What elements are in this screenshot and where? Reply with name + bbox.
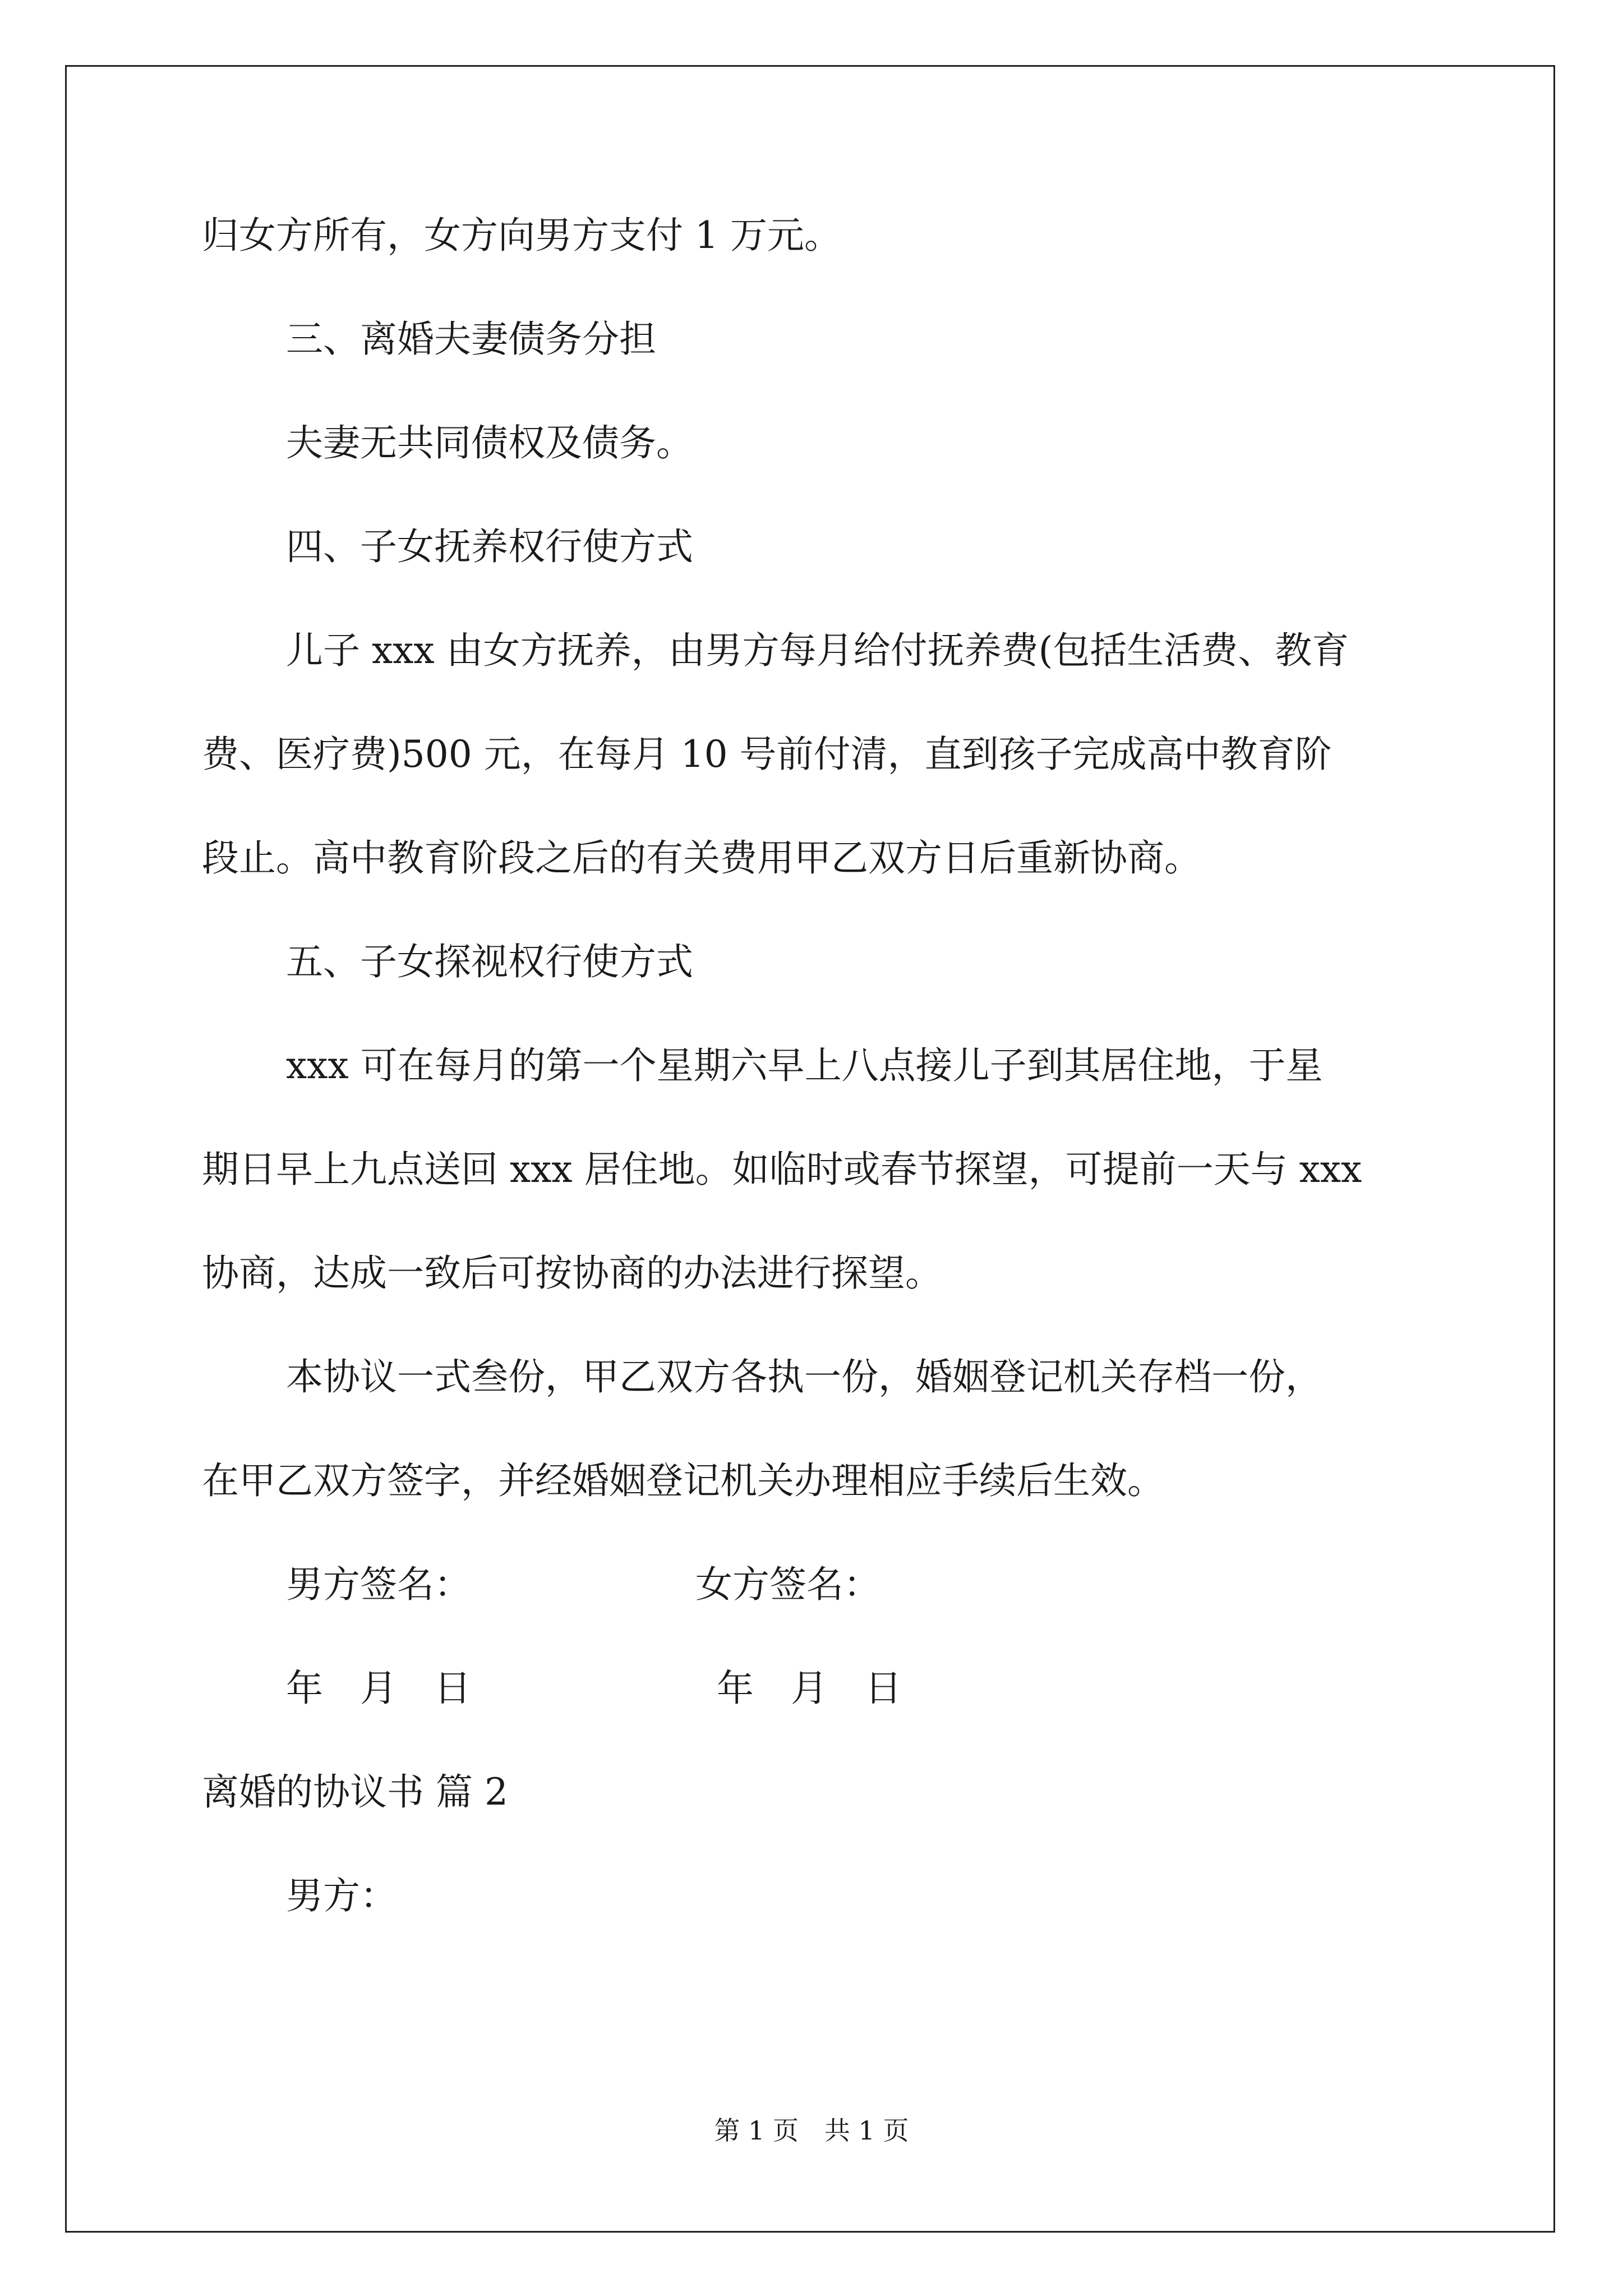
female-date-label: 年 月 日 [717, 1667, 902, 1710]
paragraph-line: 夫妻无共同债权及债务。 [286, 421, 693, 464]
paragraph-line: 协商，达成一致后可按协商的办法进行探望。 [202, 1251, 942, 1295]
paragraph-line: 期日早上九点送回 xxx 居住地。如临时或春节探望，可提前一天与 xxx [202, 1148, 1362, 1191]
paragraph-line: 在甲乙双方签字，并经婚姻登记机关办理相应手续后生效。 [202, 1459, 1164, 1502]
section-heading-debts: 三、离婚夫妻债务分担 [286, 318, 656, 361]
section-heading-visitation: 五、子女探视权行使方式 [286, 940, 693, 983]
paragraph-line: xxx 可在每月的第一个星期六早上八点接儿子到其居住地，于星 [286, 1044, 1323, 1087]
female-signature-label: 女方签名： [695, 1563, 880, 1606]
page-footer: 第 1 页 共 1 页 [714, 2115, 909, 2146]
section-title: 离婚的协议书 篇 2 [202, 1770, 508, 1814]
paragraph-line: 本协议一式叁份，甲乙双方各执一份，婚姻登记机关存档一份， [286, 1355, 1322, 1398]
paragraph-line: 费、医疗费)500 元，在每月 10 号前付清，直到孩子完成高中教育阶 [202, 733, 1332, 776]
male-party-label: 男方： [286, 1874, 397, 1917]
paragraph-line: 归女方所有，女方向男方支付 1 万元。 [202, 214, 841, 257]
section-heading-custody: 四、子女抚养权行使方式 [286, 525, 693, 568]
male-date-label: 年 月 日 [286, 1667, 471, 1710]
male-signature-label: 男方签名： [286, 1563, 471, 1606]
paragraph-line: 段止。高中教育阶段之后的有关费用甲乙双方日后重新协商。 [202, 836, 1201, 880]
paragraph-line: 儿子 xxx 由女方抚养，由男方每月给付抚养费(包括生活费、教育 [286, 629, 1349, 672]
